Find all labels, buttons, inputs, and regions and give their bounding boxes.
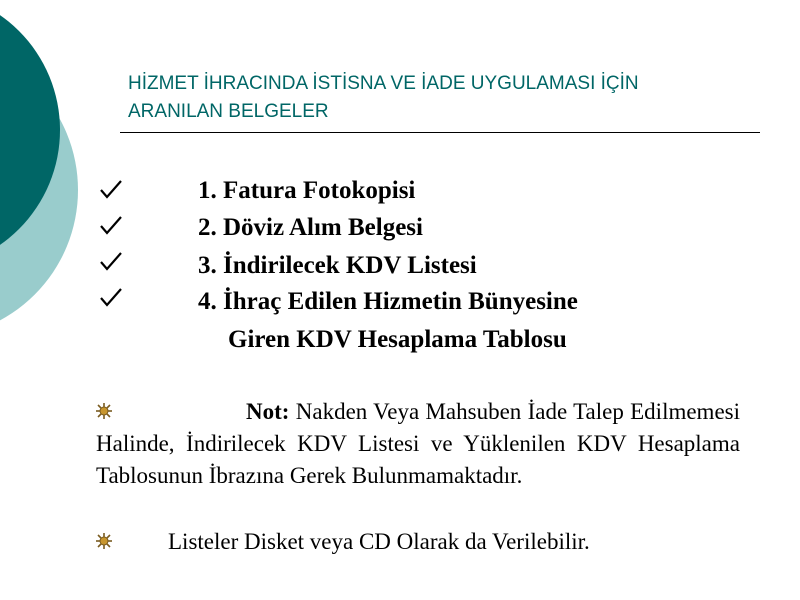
note-text: Nakden Veya Mahsuben İade Talep Edilmemesi Halinde, İndirilecek KDV Listesi ve Yüklenilen KDV Hesaplama Tablosunun İbrazına Gerek Bulunmamaktadır.	[96, 399, 740, 488]
list-item: 1. Fatura Fotokopisi	[198, 177, 416, 204]
title-line-2: ARANILAN BELGELER	[128, 101, 329, 122]
sun-bullet-icon	[95, 532, 113, 550]
title-divider	[120, 132, 760, 133]
check-icon	[98, 214, 124, 236]
list-item: 4. İhraç Edilen Hizmetin Bünyesine	[198, 288, 578, 315]
list-item: 3. İndirilecek KDV Listesi	[198, 252, 477, 279]
check-icon	[98, 286, 124, 308]
list-item-continuation: Giren KDV Hesaplama Tablosu	[228, 326, 567, 353]
note-secondary: Listeler Disket veya CD Olarak da Verilebilir.	[168, 529, 590, 554]
list-item: 2. Döviz Alım Belgesi	[198, 214, 423, 241]
note-label: Not:	[246, 399, 290, 424]
slide-title	[128, 70, 758, 126]
check-icon	[98, 178, 124, 200]
title-line-1: HİZMET İHRACINDA İSTİSNA VE İADE UYGULAMASI İÇİN	[128, 73, 639, 94]
check-icon	[98, 250, 124, 272]
note-paragraph	[96, 396, 740, 492]
